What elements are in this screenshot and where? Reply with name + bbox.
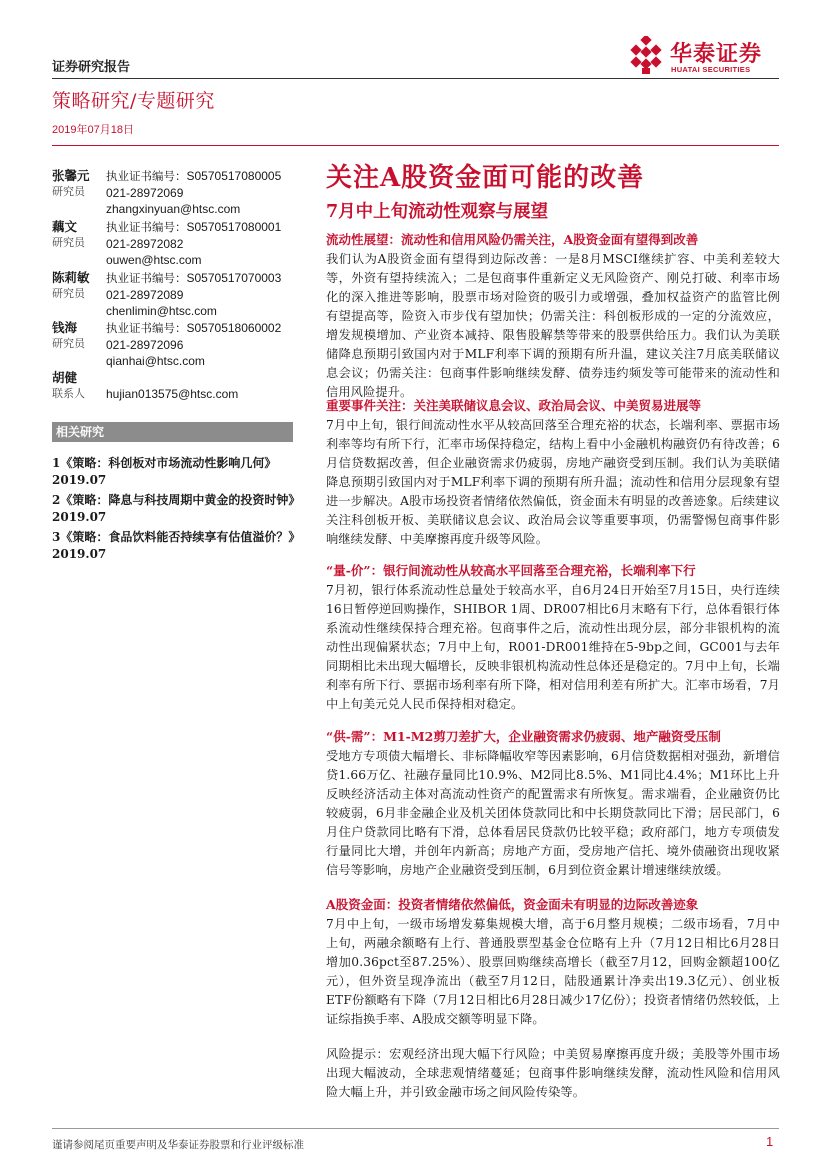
section-body: 7月中上旬，一级市场增发募集规模大增，高于6月整月规模；二级市场看，7月中上旬，两融余额略有上行、普通股票型基金仓位略有上升（7月12日相比6月28日增加0.36pct至87.25%）、股票回购继续高增长（截至7月12，回购金额超100亿元），但外资呈现净流出（截至7月12日，陆股通累计净卖出19.3亿元）、创业板ETF份额略有下降（7月12日相比6月28日减少17亿份）；投资者情绪仍然较低，上证综指换手率、A股成交额等明显下降。	[326, 917, 780, 1026]
huatai-logo	[628, 36, 778, 82]
related-research-item[interactable]: 2《策略：降息与科技周期中黄金的投资时钟》2019.07	[52, 493, 295, 524]
analyst-email[interactable]: ouwen@htsc.com	[106, 253, 202, 267]
analyst-info	[106, 270, 281, 320]
analyst-name: 藕文	[52, 219, 78, 234]
risk-warning: 风险提示：宏观经济出现大幅下行风险；中美贸易摩擦再度升级；美股等外围市场出现大幅波动，全球悲观情绪蔓延；包商事件影响继续发酵，流动性风险和信用风险大幅上升，并引致金融市场之间风险传染等。	[326, 1047, 780, 1099]
section-body: 7月初，银行体系流动性总量处于较高水平，自6月24日开始至7月15日，央行连续16日暂停逆回购操作，SHIBOR 1周、DR007相比6月末略有下行，总体看银行体系流动性继续保持合理充裕。包商事件之后，流动性出现分层，部分非银机构的流动性出现偏紧状态；7月中上旬，R001-DR001维持在5-9bp之间，GC001与去年同期相比未出现大幅增长，反映非银机构流动性总体还是稳定的。7月中上旬，长端利率有所下行、票据市场利率有所下降，相对信用利差有所扩大。汇率市场看，7月中上旬美元兑人民币保持相对稳定。	[326, 583, 780, 711]
summary-section	[326, 231, 780, 402]
analyst-email[interactable]: qianhai@htsc.com	[106, 354, 205, 368]
huatai-logo-icon	[628, 36, 664, 76]
analyst-phone: 021-28972096	[106, 337, 184, 352]
cert-number: S0570517080005	[186, 169, 282, 183]
analyst-info	[106, 219, 281, 269]
cert-number: S0570517080001	[186, 220, 282, 234]
section-body: 我们认为A股资金面有望得到边际改善：一是8月MSCI继续扩容、中美利差较大等，外资有望持续流入；二是包商事件重新定义无风险资产、刚兑打破、利率市场化的深入推进等影响，股票市场对险资的吸引力或增强，叠加权益资产的监管比例有望提高等，险资入市步伐有望加快；仍需关注：科创板形成的一定的分流效应，增发规模增加、产业资本减持、限售股解禁等带来的股票供给压力。我们认为美联储降息预期引致国内对于MLF利率下调的预期有所升温，建议关注7月底美联储议息会议；仍需关注：包商事件影响继续发酵、债券违约频发等可能带来的流动性和信用风险提升。	[326, 252, 780, 399]
cert-label: 执业证书编号：	[106, 271, 187, 285]
summary-section	[326, 562, 780, 714]
summary-section	[326, 896, 780, 1029]
page-number: 1	[766, 1134, 774, 1149]
report-subtitle: 7月中上旬流动性观察与展望	[326, 202, 549, 222]
related-research-list	[52, 455, 297, 566]
analyst-email[interactable]: chenlimin@htsc.com	[106, 304, 217, 318]
section-heading: “量-价”：银行间流动性从较高水平回落至合理充裕，长端利率下行	[326, 563, 696, 578]
related-research-heading: 相关研究	[52, 422, 293, 442]
analyst-name: 张馨元	[52, 168, 90, 183]
analyst-phone: 021-28972089	[106, 287, 184, 302]
cert-label: 执业证书编号：	[106, 169, 187, 183]
contact-name: 胡健	[52, 370, 78, 385]
analyst-role: 研究员	[52, 236, 85, 249]
section-body: 7月中上旬，银行间流动性水平从较高回落至合理充裕的状态，长端利率、票据市场利率等均有所下行，汇率市场保持稳定，结构上看中小金融机构融资仍有待改善；6月信贷数据改善，但企业融资需求仍疲弱，房地产融资受到压制。我们认为美联储降息预期引致国内对于MLF利率下调的预期有所升温；流动性和信用分层现象有望进一步解决。A股市场投资者情绪依然偏低，资金面未有明显的改善迹象。后续建议关注科创板开板、美联储议息会议、政治局会议等重要事项，仍需警惕包商事件影响继续发酵、中美摩擦再度升级等风险。	[326, 418, 780, 546]
section-heading: 重要事件关注：关注美联储议息会议、政治局会议、中美贸易进展等	[326, 398, 702, 413]
section-heading: A股资金面：投资者情绪依然偏低，资金面未有明显的边际改善迹象	[326, 897, 699, 912]
brand-name-cn: 华泰证券	[670, 42, 763, 67]
analyst-phone: 021-28972069	[106, 185, 184, 200]
report-title: 关注A股资金面可能的改善	[326, 163, 645, 193]
risk-section	[326, 1045, 780, 1102]
section-heading: 流动性展望：流动性和信用风险仍需关注，A股资金面有望得到改善	[326, 232, 699, 247]
related-research-item[interactable]: 1《策略：科创板对市场流动性影响几何》2019.07	[52, 456, 277, 487]
cert-label: 执业证书编号：	[106, 220, 187, 234]
related-research-item[interactable]: 3《策略：食品饮料能否持续享有估值溢价？》2019.07	[52, 530, 295, 561]
analyst-email[interactable]: zhangxinyuan@htsc.com	[106, 202, 241, 216]
analyst-role: 研究员	[52, 185, 85, 198]
section-heading: “供-需”：M1-M2剪刀差扩大，企业融资需求仍疲弱、地产融资受压制	[326, 729, 721, 744]
analyst-name: 钱海	[52, 320, 78, 335]
contact-email[interactable]: hujian013575@htsc.com	[106, 387, 239, 401]
contact-role: 联系人	[52, 387, 85, 400]
analyst-info	[106, 320, 281, 370]
analyst-role: 研究员	[52, 337, 85, 350]
brand-name-en: HUATAI SECURITIES	[671, 65, 751, 74]
header-divider	[52, 78, 779, 79]
summary-section	[326, 397, 780, 549]
cert-number: S0570518060002	[186, 321, 282, 335]
cert-label: 执业证书编号：	[106, 321, 187, 335]
analyst-info	[106, 168, 281, 218]
summary-section	[326, 728, 780, 880]
analyst-phone: 021-28972082	[106, 236, 184, 251]
report-date: 2019年07月18日	[52, 124, 134, 136]
report-category: 策略研究/专题研究	[52, 90, 215, 112]
analyst-name: 陈莉敏	[52, 270, 90, 285]
footer-divider	[52, 1128, 779, 1129]
contact-info	[106, 386, 238, 403]
section-body: 受地方专项债大幅增长、非标降幅收窄等因素影响，6月信贷数据相对强劲，新增信贷1.66万亿、社融存量同比10.9%、M2同比8.5%、M1同比4.4%；M1环比上升反映经济活动主体对高流动性资产的配置需求有所恢复。需求端看，企业融资仍比较疲弱，6月非金融企业及机关团体贷款同比和中长期贷款同比下滑；居民部门，6月住户贷款同比略有下滑，总体看居民贷款仍比较平稳；政府部门，地方专项债发行量同比大增，并创年内新高；房地产方面，受房地产信托、境外债融资出现收紧信号等影响，房地产企业融资受到压制，6月到位资金累计增速继续放缓。	[326, 749, 780, 877]
cert-number: S0570517070003	[186, 271, 282, 285]
footer-disclaimer: 谨请参阅尾页重要声明及华泰证券股票和行业评级标准	[52, 1139, 304, 1151]
analyst-role: 研究员	[52, 287, 85, 300]
header-red-divider	[52, 145, 779, 146]
doc-type-label: 证券研究报告	[52, 60, 131, 75]
